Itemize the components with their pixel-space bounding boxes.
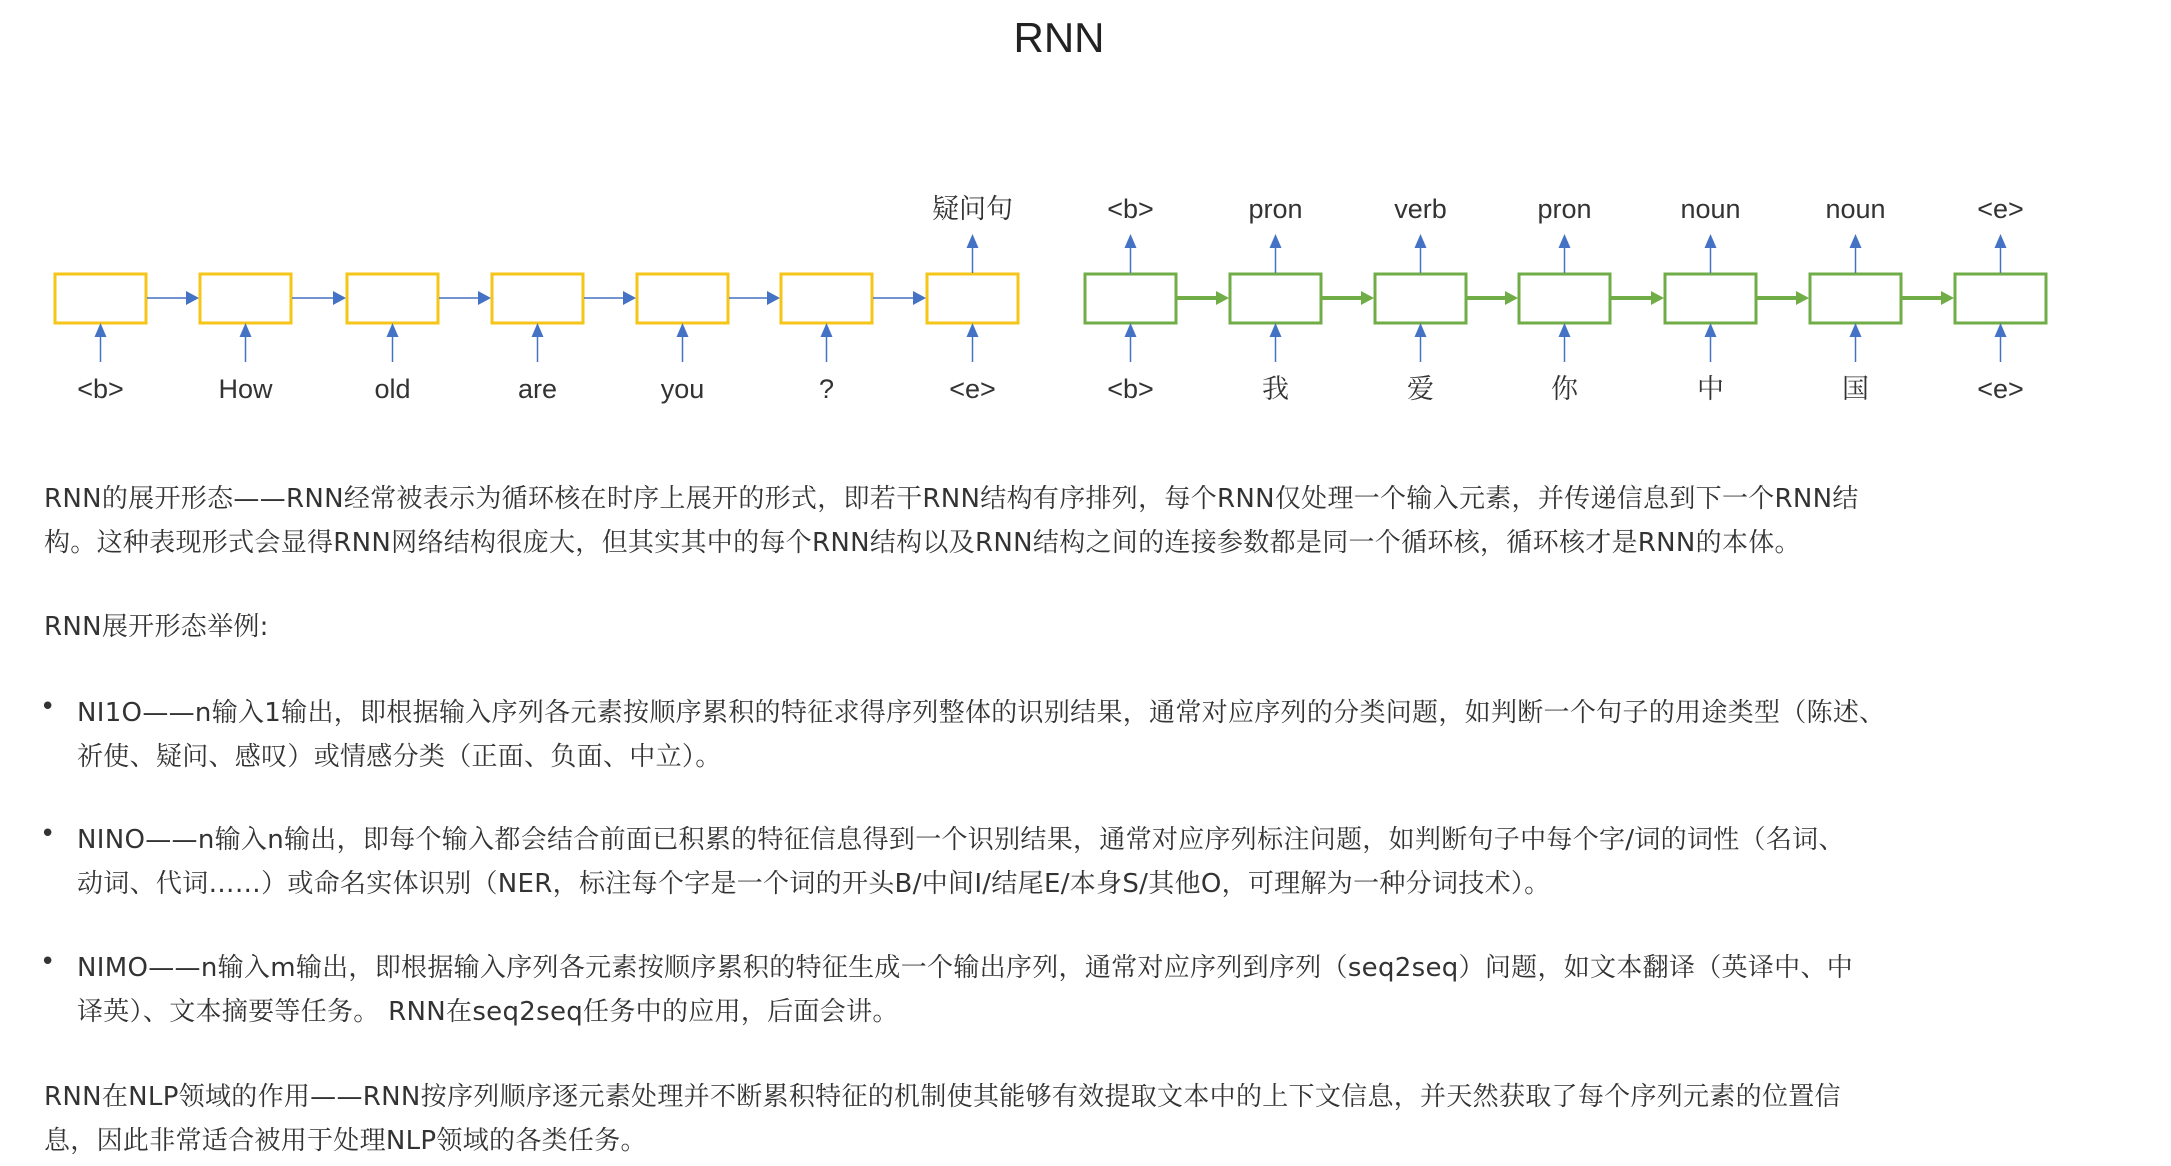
arrow-head-icon <box>1651 291 1664 305</box>
rnn-cell <box>1085 274 1176 323</box>
rnn-cell <box>1519 274 1610 323</box>
rnn-cell <box>637 274 728 323</box>
bullet-dot: • <box>40 819 56 849</box>
input-token-label: 我 <box>1262 374 1289 404</box>
rnn-cell <box>1955 274 2046 323</box>
input-token-label: 你 <box>1551 374 1578 404</box>
intro-line: RNN的展开形态——RNN经常被表示为循环核在时序上展开的形式，即若干RNN结构有序排列，每个RNN仅处理一个输入元素，并传递信息到下一个RNN结 <box>44 484 1859 514</box>
input-token-label: are <box>517 374 558 404</box>
rnn-cell <box>1810 274 1901 323</box>
arrow-head-icon <box>821 323 833 337</box>
page-title: RNN <box>1013 14 1105 61</box>
input-token-label: 中 <box>1697 374 1724 404</box>
intro-line: 构。这种表现形式会显得RNN网络结构很庞大，但其实其中的每个RNN结构以及RNN结构之间的连接参数都是同一个循环核，循环核才是RNN的本体。 <box>44 528 1801 558</box>
arrow-head-icon <box>1941 291 1954 305</box>
arrow-head-icon <box>913 291 926 305</box>
arrow-head-icon <box>1270 323 1282 337</box>
arrow-head-icon <box>967 323 979 337</box>
output-label: 疑问句 <box>932 194 1013 224</box>
arrow-head-icon <box>767 291 780 305</box>
arrow-head-icon <box>186 291 199 305</box>
input-token-label: <b> <box>77 374 124 404</box>
input-token-label: old <box>374 374 411 404</box>
arrow-head-icon <box>1415 323 1427 337</box>
arrow-head-icon <box>1559 234 1571 248</box>
arrow-head-icon <box>1270 234 1282 248</box>
output-label: verb <box>1394 194 1447 224</box>
arrow-head-icon <box>532 323 544 337</box>
rnn-cell <box>927 274 1018 323</box>
bullet-dot: • <box>40 947 56 977</box>
rnn-cell <box>781 274 872 323</box>
arrow-head-icon <box>240 323 252 337</box>
arrow-head-icon <box>478 291 491 305</box>
arrow-head-icon <box>1125 234 1137 248</box>
input-token-label: <b> <box>1107 374 1154 404</box>
output-label: noun <box>1825 194 1886 224</box>
output-label: <b> <box>1107 194 1154 224</box>
nlp-line: 息，因此非常适合被用于处理NLP领域的各类任务。 <box>44 1126 647 1156</box>
rnn-cell <box>492 274 583 323</box>
rnn-unrolled-diagram <box>0 0 2171 420</box>
arrow-head-icon <box>623 291 636 305</box>
rnn-cell <box>55 274 146 323</box>
examples-heading: RNN展开形态举例: <box>44 612 269 642</box>
input-token-label: <e> <box>1977 374 2024 404</box>
output-label: pron <box>1537 194 1592 224</box>
rnn-cell <box>200 274 291 323</box>
arrow-head-icon <box>1415 234 1427 248</box>
rnn-cell <box>1375 274 1466 323</box>
bullet-line: 译英）、文本摘要等任务。 RNN在seq2seq任务中的应用，后面会讲。 <box>77 997 899 1027</box>
arrow-head-icon <box>1361 291 1374 305</box>
output-label: <e> <box>1977 194 2024 224</box>
arrow-head-icon <box>1125 323 1137 337</box>
rnn-cell <box>1230 274 1321 323</box>
input-token-label: you <box>660 374 705 404</box>
bullet-line: 祈使、疑问、感叹）或情感分类（正面、负面、中立）。 <box>77 742 722 772</box>
rnn-cell <box>347 274 438 323</box>
input-token-label: 爱 <box>1407 374 1434 404</box>
arrow-head-icon <box>1995 234 2007 248</box>
arrow-head-icon <box>1850 323 1862 337</box>
output-label: pron <box>1248 194 1303 224</box>
arrow-head-icon <box>1705 234 1717 248</box>
arrow-head-icon <box>677 323 689 337</box>
input-token-label: How <box>218 374 273 404</box>
arrow-head-icon <box>387 323 399 337</box>
input-token-label: <e> <box>949 374 996 404</box>
input-token-label: ? <box>818 374 835 404</box>
arrow-head-icon <box>1705 323 1717 337</box>
bullet-line: 动词、代词……）或命名实体识别（NER，标注每个字是一个词的开头B/中间I/结尾E/本身S/其他O，可理解为一种分词技术）。 <box>77 869 1551 899</box>
nlp-line: RNN在NLP领域的作用——RNN按序列顺序逐元素处理并不断累积特征的机制使其能够有效提取文本中的上下文信息，并天然获取了每个序列元素的位置信 <box>44 1082 1841 1112</box>
arrow-head-icon <box>967 234 979 248</box>
arrow-head-icon <box>1850 234 1862 248</box>
output-label: noun <box>1680 194 1741 224</box>
bullet-line: NI1O——n输入1输出，即根据输入序列各元素按顺序累积的特征求得序列整体的识别结果，通常对应序列的分类问题，如判断一个句子的用途类型（陈述、 <box>77 698 1886 728</box>
rnn-cell <box>1665 274 1756 323</box>
arrow-head-icon <box>1559 323 1571 337</box>
bullet-dot: • <box>40 692 56 722</box>
arrow-head-icon <box>1505 291 1518 305</box>
input-token-label: 国 <box>1842 374 1869 404</box>
arrow-head-icon <box>1216 291 1229 305</box>
arrow-head-icon <box>1995 323 2007 337</box>
arrow-head-icon <box>1796 291 1809 305</box>
bullet-line: NINO——n输入n输出，即每个输入都会结合前面已积累的特征信息得到一个识别结果，通常对应序列标注问题，如判断句子中每个字/词的词性（名词、 <box>77 825 1845 855</box>
arrow-head-icon <box>333 291 346 305</box>
bullet-line: NIMO——n输入m输出，即根据输入序列各元素按顺序累积的特征生成一个输出序列，通常对应序列到序列（seq2seq）问题，如文本翻译（英译中、中 <box>77 953 1854 983</box>
arrow-head-icon <box>95 323 107 337</box>
